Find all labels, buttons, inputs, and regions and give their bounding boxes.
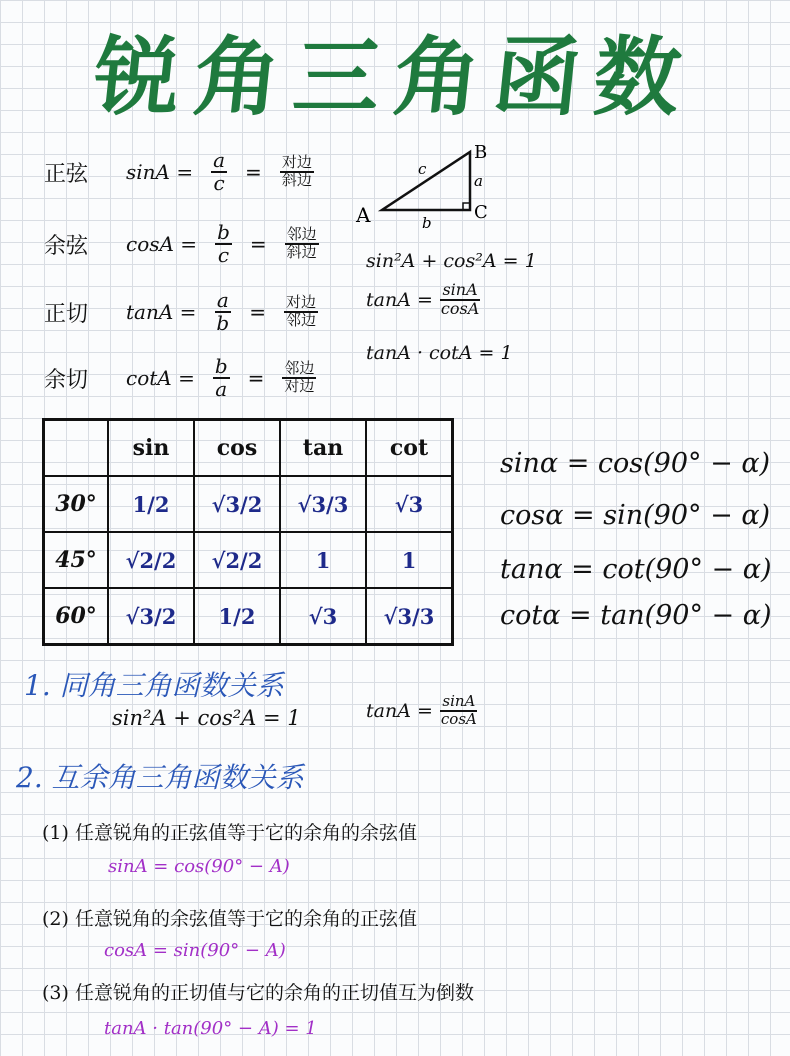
definition-expr: tanA = <box>126 300 197 324</box>
definition-name: 正切 <box>44 301 89 327</box>
table-header-cell: cot <box>366 420 453 477</box>
ratio-numerator: 对边 <box>285 293 316 312</box>
definition-name: 余切 <box>44 367 89 393</box>
table-value-cell: √3 <box>366 476 453 532</box>
table-value-cell: √3 <box>280 588 366 645</box>
ratio-denominator: 对边 <box>284 377 315 395</box>
section-1-heading: 1. 同角三角函数关系 <box>24 669 284 702</box>
right-triangle-diagram <box>350 138 500 238</box>
property-statement: (1) 任意锐角的正弦值等于它的余角的余弦值 <box>42 822 417 844</box>
table-value-cell: √3/3 <box>366 588 453 645</box>
table-value-cell: √3/3 <box>280 476 366 532</box>
section-1-tan-num: sinA <box>442 692 476 710</box>
property-formula: cosA = sin(90° − A) <box>104 940 286 961</box>
complementary-identity-cos: cosα = sin(90° − α) <box>500 500 771 531</box>
table-value-cell: 1/2 <box>194 588 280 645</box>
table-angle-cell: 30° <box>44 476 109 532</box>
section-1-tan-lhs: tanA = <box>366 699 433 722</box>
fraction-denominator: c <box>213 171 225 195</box>
table-value-cell: 1/2 <box>108 476 194 532</box>
table-value-cell: √3/2 <box>194 476 280 532</box>
ratio-numerator: 邻边 <box>286 225 317 244</box>
fraction-denominator: b <box>216 311 230 335</box>
side-label-a: a <box>474 172 483 190</box>
table-header-cell: cos <box>194 420 280 477</box>
section-2-heading: 2. 互余角三角函数关系 <box>16 761 304 794</box>
table-corner-cell <box>44 420 109 477</box>
definition-cotangent: 余切 cotA = $\frac{b}{a}$ = $\frac{\text{邻边}}{\text{对边}}$ <box>44 354 315 401</box>
section-1-tan-quotient <box>366 694 479 728</box>
ratio-numerator: 对边 <box>281 153 312 172</box>
side-label-b: b <box>422 214 432 232</box>
identity-pythagorean: sin²A + cos²A = 1 <box>366 250 537 272</box>
vertex-label-c: C <box>474 202 488 223</box>
special-angles-table <box>42 418 454 646</box>
page-title: 锐角三角函数 <box>88 28 700 128</box>
table-row <box>44 476 453 532</box>
definition-name: 余弦 <box>44 233 89 259</box>
fraction-numerator: a <box>213 148 226 172</box>
table-value-cell: 1 <box>280 532 366 588</box>
identity-tan-den: cosA <box>440 298 480 318</box>
complementary-identity-sin: sinα = cos(90° − α) <box>500 448 771 479</box>
fraction-numerator: b <box>217 220 230 244</box>
fraction-denominator: c <box>217 243 230 267</box>
definition-expr: cosA = <box>126 232 198 256</box>
vertex-label-a: A <box>356 203 371 227</box>
section-1-pythagorean: sin²A + cos²A = 1 <box>112 706 301 730</box>
ratio-numerator: 邻边 <box>284 359 315 378</box>
table-value-cell: √3/2 <box>108 588 194 645</box>
property-statement: (2) 任意锐角的余弦值等于它的余角的正弦值 <box>42 908 417 930</box>
table-angle-cell: 45° <box>44 532 109 588</box>
complementary-identity-tan: tanα = cot(90° − α) <box>500 554 772 585</box>
definition-expr: sinA = <box>126 160 194 184</box>
definition-cosine: 余弦 cosA = $\frac{b}{c}$ = $\frac{\text{邻边}}{\text{斜边}}$ <box>44 220 317 267</box>
definition-tangent: 正切 tanA = $\frac{a}{b}$ = $\frac{\text{对边}}{\text{邻边}}$ <box>44 288 316 335</box>
vertex-label-b: B <box>474 142 488 163</box>
identity-tan-num: sinA <box>442 280 478 299</box>
identity-tan-cot-product: tanA · cotA = 1 <box>366 342 513 364</box>
table-header-cell: sin <box>108 420 194 477</box>
table-row <box>44 588 453 645</box>
table-value-cell: 1 <box>366 532 453 588</box>
table-row <box>44 532 453 588</box>
property-formula: sinA = cos(90° − A) <box>108 856 290 877</box>
definition-sine: 正弦 sinA = $\frac{a}{c}$ = $\frac{\text{对边}}{\text{斜边}}$ <box>44 148 312 195</box>
property-statement: (3) 任意锐角的正切值与它的余角的正切值互为倒数 <box>42 982 474 1004</box>
definition-expr: cotA = <box>126 366 195 390</box>
table-header-cell: tan <box>280 420 366 477</box>
fraction-denominator: a <box>215 377 228 401</box>
side-label-c: c <box>418 160 427 178</box>
ratio-denominator: 斜边 <box>281 171 312 189</box>
table-angle-cell: 60° <box>44 588 109 645</box>
ratio-denominator: 斜边 <box>286 243 317 261</box>
definition-name: 正弦 <box>44 161 89 187</box>
identity-tan-quotient <box>366 282 481 318</box>
fraction-numerator: b <box>214 354 228 378</box>
table-value-cell: √2/2 <box>194 532 280 588</box>
complementary-identity-cot: cotα = tan(90° − α) <box>500 600 772 631</box>
property-formula: tanA · tan(90° − A) = 1 <box>104 1018 317 1039</box>
fraction-numerator: a <box>216 288 229 312</box>
section-1-tan-den: cosA <box>440 709 477 728</box>
ratio-denominator: 邻边 <box>285 311 316 329</box>
table-header-row <box>44 420 453 477</box>
table-value-cell: √2/2 <box>108 532 194 588</box>
identity-tan-lhs: tanA = <box>366 288 433 311</box>
